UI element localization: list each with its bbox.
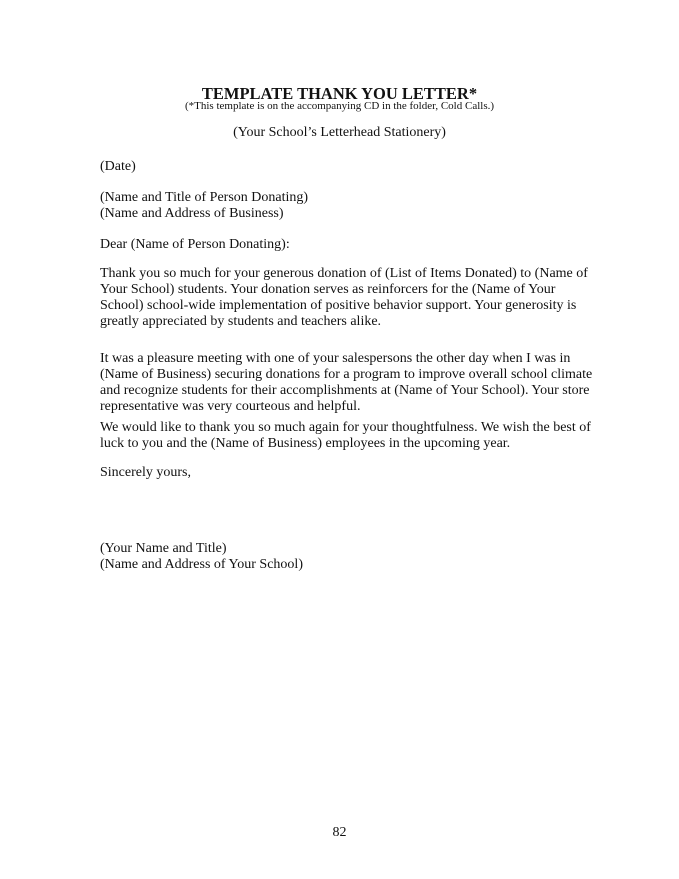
- recipient-block: [100, 190, 308, 222]
- template-note: (*This template is on the accompanying CD in the folder, Cold Calls.): [184, 100, 495, 112]
- paragraph-1: [100, 266, 588, 330]
- paragraph-2: [100, 351, 592, 415]
- text-line: School) school-wide implementation of positive behavior support. Your generosity is: [100, 298, 577, 313]
- text-line: Thank you so much for your generous donation of (List of Items Donated) to (Name of: [100, 266, 588, 281]
- text-line: Your School) students. Your donation serves as reinforcers for the (Name of Your: [100, 282, 556, 297]
- salutation: Dear (Name of Person Donating):: [100, 237, 290, 252]
- date-line: (Date): [100, 159, 136, 174]
- signature-line: (Name and Address of Your School): [100, 557, 303, 572]
- closing: Sincerely yours,: [100, 465, 191, 480]
- recipient-line: (Name and Title of Person Donating): [100, 190, 309, 205]
- text-line: greatly appreciated by students and teachers alike.: [100, 314, 382, 329]
- signature-line: (Your Name and Title): [100, 541, 227, 556]
- signature-block: [100, 541, 303, 573]
- text-line: We would like to thank you so much again for your thoughtfulness. We wish the best of: [100, 420, 591, 435]
- text-line: (Name of Business) securing donations for a program to improve overall school climate: [100, 367, 593, 382]
- text-line: luck to you and the (Name of Business) employees in the upcoming year.: [100, 436, 511, 451]
- letterhead-placeholder: (Your School’s Letterhead Stationery): [233, 125, 446, 140]
- page-number: 82: [332, 825, 347, 840]
- text-line: and recognize students for their accomplishments at (Name of Your School). Your store: [100, 383, 590, 398]
- text-line: It was a pleasure meeting with one of your salespersons the other day when I was in: [100, 351, 571, 366]
- document-title: TEMPLATE THANK YOU LETTER*: [201, 84, 478, 103]
- recipient-line: (Name and Address of Business): [100, 206, 284, 221]
- paragraph-3: [100, 420, 591, 452]
- text-line: representative was very courteous and helpful.: [100, 399, 361, 414]
